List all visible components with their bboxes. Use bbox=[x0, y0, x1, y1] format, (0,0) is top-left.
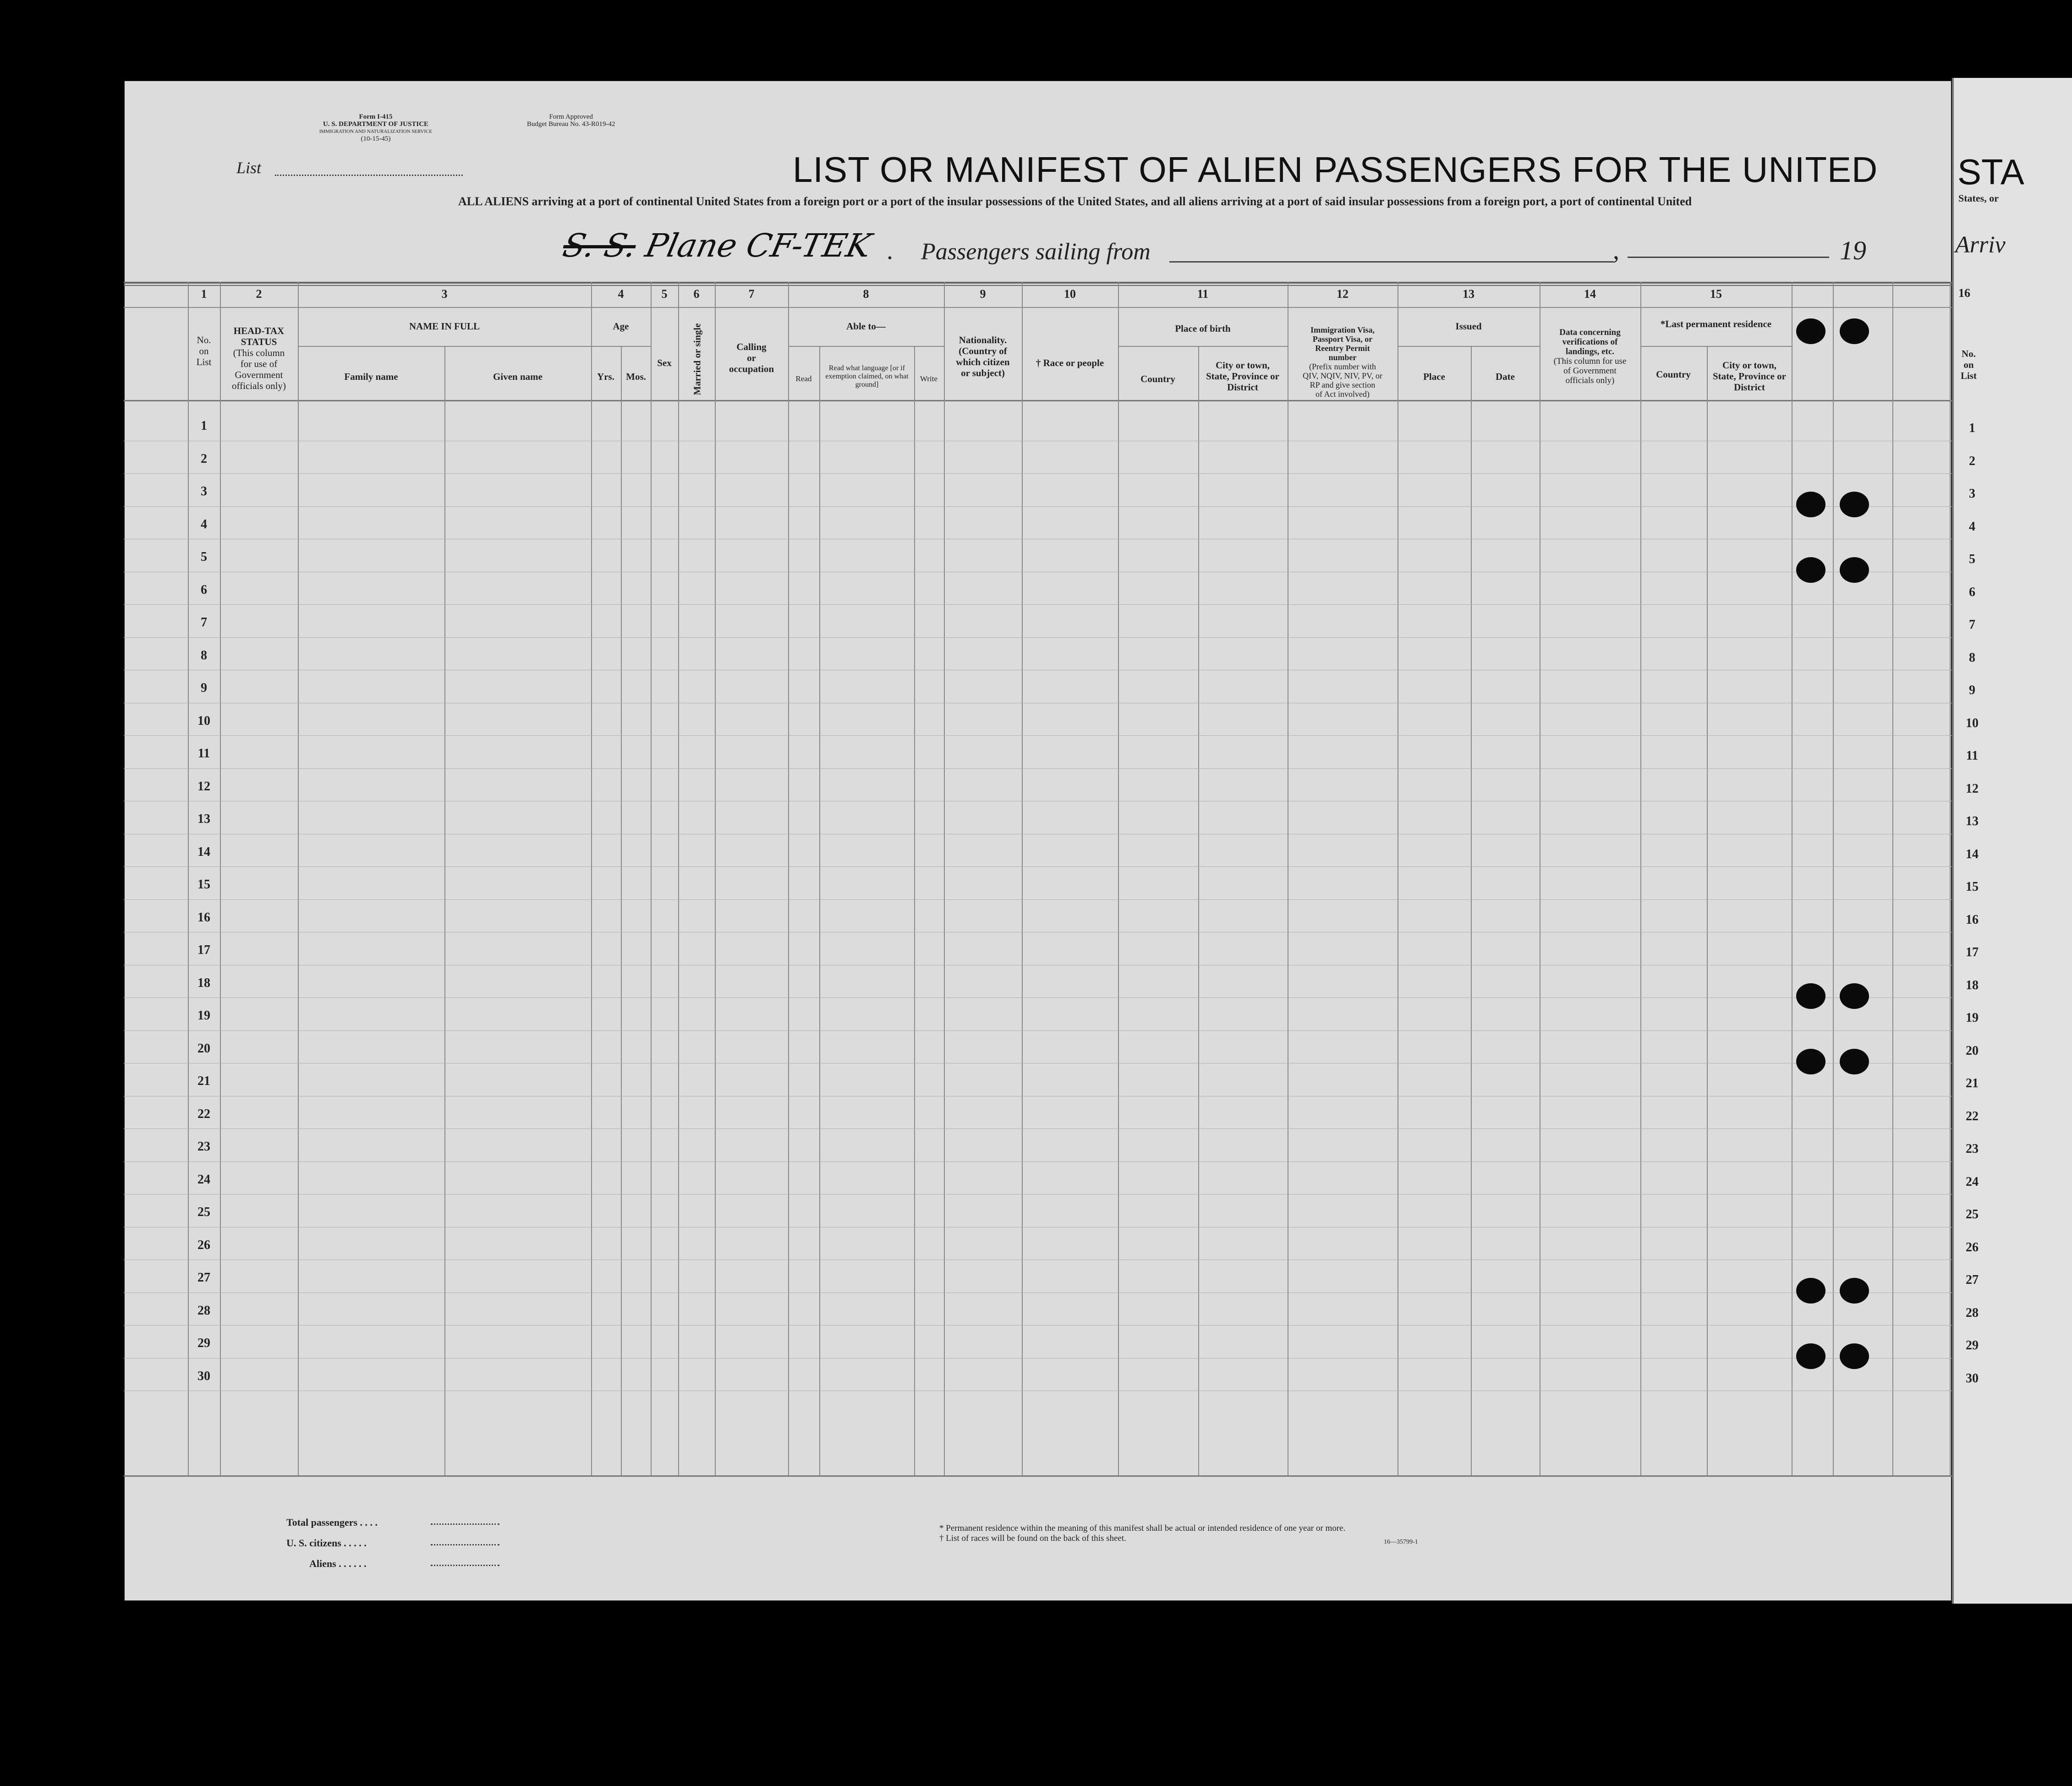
strip-row-number: 21 bbox=[1966, 1076, 1979, 1090]
row-divider bbox=[124, 768, 1952, 769]
strip-row-number: 17 bbox=[1966, 945, 1979, 959]
header-residence-city: City or town, State, Province or District bbox=[1713, 360, 1786, 393]
strip-row-number: 12 bbox=[1966, 781, 1979, 796]
strip-row-number: 5 bbox=[1969, 552, 1975, 566]
vline bbox=[298, 282, 299, 1475]
header-age: Age bbox=[613, 321, 629, 332]
vline bbox=[621, 346, 622, 1475]
punch-hole bbox=[1796, 1049, 1825, 1074]
header-line: on bbox=[199, 345, 209, 356]
col-number-13: 13 bbox=[1463, 287, 1475, 301]
row-divider bbox=[124, 1325, 1952, 1326]
col-number-6: 6 bbox=[693, 287, 700, 301]
header-married-or-single: Married or single bbox=[691, 323, 703, 395]
header-line: Passport Visa, or bbox=[1312, 334, 1373, 344]
header-line: Nationality. bbox=[959, 334, 1007, 345]
header-given-name: Given name bbox=[493, 371, 543, 382]
row-divider bbox=[124, 1358, 1952, 1359]
row-number: 17 bbox=[197, 943, 210, 957]
row-divider bbox=[124, 735, 1952, 736]
colnum-divider bbox=[124, 307, 1952, 308]
strip-row-number: 22 bbox=[1966, 1109, 1979, 1123]
header-line: (Country of bbox=[959, 345, 1007, 356]
vline bbox=[1892, 282, 1893, 1475]
vline bbox=[914, 346, 915, 1475]
row-number: 23 bbox=[197, 1140, 210, 1154]
strip-row-number: 16 bbox=[1966, 912, 1979, 927]
strip-row-number: 1 bbox=[1969, 421, 1975, 435]
row-number: 12 bbox=[197, 779, 210, 794]
strip-row-number: 20 bbox=[1966, 1043, 1979, 1058]
vline bbox=[1198, 346, 1199, 1475]
row-divider bbox=[124, 1161, 1952, 1162]
punch-hole bbox=[1796, 1343, 1825, 1369]
comma-mark: , bbox=[1613, 236, 1619, 265]
row-divider bbox=[124, 899, 1952, 900]
strip-row-number: 8 bbox=[1969, 650, 1975, 665]
row-number: 26 bbox=[197, 1238, 210, 1252]
manifest-table bbox=[124, 282, 1952, 1475]
vline bbox=[651, 282, 652, 1475]
approved-line: Form Approved bbox=[549, 113, 593, 121]
punch-hole bbox=[1840, 1343, 1869, 1369]
row-number: 13 bbox=[197, 812, 210, 826]
total-passengers-label: Total passengers . . . . bbox=[286, 1517, 378, 1528]
budget-bureau-number: Budget Bureau No. 43-R019-42 bbox=[527, 121, 615, 128]
vline bbox=[1118, 282, 1119, 1475]
header-nationality bbox=[956, 334, 1009, 378]
row-divider bbox=[124, 866, 1952, 867]
col-number-16: 16 bbox=[1958, 286, 1970, 300]
vline bbox=[444, 346, 445, 1475]
vline bbox=[188, 282, 189, 1475]
header-line: on bbox=[1963, 359, 1974, 370]
header-line: or bbox=[747, 352, 756, 363]
strip-row-number: 4 bbox=[1969, 519, 1975, 534]
table-bottom-border bbox=[124, 1475, 1952, 1477]
col-number-1: 1 bbox=[201, 287, 207, 301]
page-title: LIST OR MANIFEST OF ALIEN PASSENGERS FOR THE UNITED bbox=[793, 149, 1878, 190]
punch-hole bbox=[1796, 492, 1825, 517]
strip-row-number: 28 bbox=[1966, 1305, 1979, 1320]
col-number-2: 2 bbox=[256, 287, 262, 301]
strip-arrival-fragment: Arriv bbox=[1955, 232, 2006, 258]
strip-row-number: 29 bbox=[1966, 1338, 1979, 1353]
row-divider bbox=[124, 1030, 1952, 1031]
header-months: Mos. bbox=[626, 371, 646, 382]
punch-hole bbox=[1840, 1049, 1869, 1074]
strip-row-number: 13 bbox=[1966, 814, 1979, 828]
header-line: No. bbox=[197, 334, 211, 345]
issued-subheader-line bbox=[1398, 346, 1540, 347]
ss-label: S. S. bbox=[559, 227, 640, 264]
table-top-border bbox=[124, 282, 1952, 284]
department-name: U. S. DEPARTMENT OF JUSTICE bbox=[323, 121, 429, 128]
row-divider bbox=[124, 604, 1952, 605]
col-number-5: 5 bbox=[661, 287, 668, 301]
header-line: (Prefix number with bbox=[1309, 362, 1376, 371]
row-number: 11 bbox=[197, 746, 210, 761]
header-line: Immigration Visa, bbox=[1310, 325, 1375, 334]
total-passengers-field[interactable] bbox=[431, 1523, 499, 1525]
header-birth-country: Country bbox=[1140, 373, 1175, 384]
print-code: 16—35799-1 bbox=[1384, 1539, 1418, 1545]
header-issued-place: Place bbox=[1423, 371, 1445, 382]
vline bbox=[788, 282, 789, 1475]
row-number: 7 bbox=[201, 615, 207, 630]
header-line: officials only) bbox=[1565, 376, 1615, 385]
col-number-11: 11 bbox=[1197, 287, 1209, 301]
row-number: 2 bbox=[201, 451, 207, 466]
us-citizens-label: U. S. citizens . . . . . bbox=[286, 1537, 367, 1549]
header-line: of Government bbox=[1563, 366, 1617, 376]
strip-title-fragment: STA bbox=[1957, 152, 2024, 192]
service-name: IMMIGRATION AND NATURALIZATION SERVICE bbox=[319, 129, 433, 134]
header-issued: Issued bbox=[1455, 321, 1482, 332]
punch-hole bbox=[1840, 1278, 1869, 1304]
header-line: officials only) bbox=[231, 380, 286, 391]
footnote-residence: * Permanent residence within the meaning of this manifest shall be actual or intended residence of one year or more. bbox=[939, 1523, 1346, 1533]
punch-hole bbox=[1840, 557, 1869, 583]
vessel-field[interactable] bbox=[559, 227, 875, 264]
vline bbox=[1950, 282, 1951, 1475]
header-residence-country: Country bbox=[1656, 369, 1691, 380]
us-citizens-field[interactable] bbox=[431, 1544, 499, 1545]
header-verifications bbox=[1542, 328, 1638, 385]
strip-row-number: 3 bbox=[1969, 487, 1975, 501]
vline bbox=[678, 282, 679, 1475]
col-number-8: 8 bbox=[863, 287, 869, 301]
vline bbox=[944, 282, 945, 1475]
strip-row-number: 30 bbox=[1966, 1371, 1979, 1386]
vline bbox=[220, 282, 221, 1475]
able-subheader-line bbox=[788, 346, 944, 347]
header-line: HEAD-TAX bbox=[233, 325, 285, 336]
col-number-4: 4 bbox=[618, 287, 624, 301]
row-number: 10 bbox=[197, 713, 210, 728]
header-line: List bbox=[1961, 370, 1977, 381]
strip-row-number: 14 bbox=[1966, 847, 1979, 861]
row-number: 24 bbox=[197, 1172, 210, 1187]
row-number: 25 bbox=[197, 1205, 210, 1219]
row-number: 28 bbox=[197, 1303, 210, 1318]
page-subtitle: ALL ALIENS arriving at a port of continental United States from a foreign port or a port of the insular possessions of the United States, and all aliens arriving at a port of said insular possessions from a foreign port, a port of continental United bbox=[458, 195, 1692, 208]
header-line: QIV, NQIV, NIV, PV, or bbox=[1303, 371, 1382, 380]
header-line: No. bbox=[1962, 348, 1976, 359]
header-line: (This column bbox=[233, 347, 285, 358]
strip-row-number: 2 bbox=[1969, 454, 1975, 468]
header-no-on-list bbox=[197, 334, 212, 367]
strip-row-number: 26 bbox=[1966, 1240, 1979, 1255]
table-top-border-inner bbox=[124, 285, 1952, 286]
header-sex: Sex bbox=[657, 357, 672, 368]
header-head-tax bbox=[220, 325, 298, 391]
sailing-from-field[interactable] bbox=[1169, 261, 1614, 263]
header-line: Data concerning bbox=[1559, 328, 1621, 337]
residence-subheader-line bbox=[1640, 346, 1792, 347]
list-number-field[interactable] bbox=[275, 175, 463, 176]
vline bbox=[1022, 282, 1023, 1475]
header-line: (This column for use bbox=[1553, 356, 1627, 366]
header-line: List bbox=[196, 356, 212, 367]
punch-hole bbox=[1796, 557, 1825, 583]
punch-hole bbox=[1796, 318, 1825, 344]
row-number: 5 bbox=[201, 550, 207, 564]
header-write: Write bbox=[920, 374, 938, 383]
header-calling bbox=[729, 341, 774, 374]
row-number: 3 bbox=[201, 484, 207, 499]
header-line: of Act involved) bbox=[1316, 389, 1370, 399]
row-number: 4 bbox=[201, 517, 207, 531]
header-line: which citizen bbox=[956, 356, 1010, 367]
col-number-3: 3 bbox=[441, 287, 448, 301]
strip-row-number: 10 bbox=[1966, 716, 1979, 730]
list-label: List bbox=[236, 159, 262, 177]
row-number: 15 bbox=[197, 877, 210, 892]
strip-row-number: 7 bbox=[1969, 618, 1975, 632]
punch-hole bbox=[1796, 983, 1825, 1009]
sailing-from-label: Passengers sailing from bbox=[921, 239, 1151, 265]
vline bbox=[1833, 282, 1834, 1475]
row-number: 16 bbox=[197, 910, 210, 925]
row-number: 27 bbox=[197, 1271, 210, 1285]
punch-hole bbox=[1840, 318, 1869, 344]
vessel-handwritten-entry: Plane CF-TEK bbox=[642, 227, 875, 264]
punch-hole bbox=[1840, 983, 1869, 1009]
strip-row-number: 11 bbox=[1966, 749, 1979, 763]
strip-row-number: 27 bbox=[1966, 1273, 1979, 1287]
row-number: 29 bbox=[197, 1336, 210, 1350]
header-read-language: Read what language [or if exemption claimed, on what ground] bbox=[825, 364, 909, 389]
header-line: landings, etc. bbox=[1565, 347, 1615, 356]
header-last-residence: *Last permanent residence bbox=[1660, 318, 1772, 329]
birth-subheader-line bbox=[1118, 346, 1288, 347]
vline bbox=[1640, 282, 1641, 1475]
footnote-races: † List of races will be found on the back of this sheet. bbox=[939, 1534, 1126, 1543]
col-number-9: 9 bbox=[980, 287, 986, 301]
col-number-10: 10 bbox=[1064, 287, 1076, 301]
header-line: RP and give section bbox=[1310, 380, 1376, 389]
sailing-date-field[interactable] bbox=[1628, 257, 1829, 258]
header-years: Yrs. bbox=[597, 371, 614, 382]
strip-row-number: 25 bbox=[1966, 1207, 1979, 1222]
aliens-label: Aliens . . . . . . bbox=[309, 1558, 367, 1569]
vline bbox=[819, 346, 820, 1475]
header-line: for use of bbox=[240, 358, 278, 369]
punch-hole bbox=[1796, 1278, 1825, 1304]
aliens-field[interactable] bbox=[431, 1565, 499, 1566]
strip-subtitle-fragment: States, or bbox=[1958, 192, 1999, 204]
header-line: number bbox=[1328, 353, 1357, 362]
vline bbox=[1707, 346, 1708, 1475]
row-number: 6 bbox=[201, 582, 207, 597]
row-number: 22 bbox=[197, 1107, 210, 1121]
row-number: 14 bbox=[197, 844, 210, 859]
strip-row-number: 15 bbox=[1966, 880, 1979, 894]
header-line: or subject) bbox=[961, 367, 1005, 378]
header-immigration-visa bbox=[1292, 325, 1393, 399]
row-number: 19 bbox=[197, 1008, 210, 1023]
row-divider bbox=[124, 637, 1952, 638]
col-number-15: 15 bbox=[1710, 287, 1722, 301]
row-divider bbox=[124, 506, 1952, 507]
row-divider bbox=[124, 473, 1952, 474]
header-race: † Race or people bbox=[1036, 357, 1104, 368]
row-number: 20 bbox=[197, 1041, 210, 1056]
punch-hole bbox=[1840, 492, 1869, 517]
row-number: 18 bbox=[197, 975, 210, 990]
row-number: 9 bbox=[201, 681, 207, 695]
col-number-7: 7 bbox=[748, 287, 755, 301]
col-number-12: 12 bbox=[1337, 287, 1348, 301]
header-line: occupation bbox=[729, 363, 774, 374]
header-family-name: Family name bbox=[344, 371, 398, 382]
strip-row-number: 19 bbox=[1966, 1011, 1979, 1025]
period-mark: . bbox=[887, 236, 893, 265]
header-place-of-birth: Place of birth bbox=[1175, 323, 1231, 334]
strip-row-number: 18 bbox=[1966, 978, 1979, 992]
vline bbox=[1471, 346, 1472, 1475]
year-prefix: 19 bbox=[1840, 236, 1866, 265]
strip-row-number: 23 bbox=[1966, 1142, 1979, 1156]
header-line: Calling bbox=[736, 341, 767, 352]
row-number: 1 bbox=[201, 419, 207, 433]
form-id-block bbox=[238, 113, 513, 142]
form-date-code: (10-15-45) bbox=[361, 135, 391, 142]
header-line: STATUS bbox=[241, 336, 277, 347]
row-divider bbox=[124, 997, 1952, 998]
strip-row-number: 9 bbox=[1969, 683, 1975, 697]
vline bbox=[715, 282, 716, 1475]
form-approval bbox=[527, 113, 615, 128]
manifest-sheet bbox=[124, 80, 2024, 1601]
header-birth-city: City or town, State, Province or District bbox=[1206, 360, 1279, 393]
strip-row-number: 24 bbox=[1966, 1174, 1979, 1189]
row-number: 21 bbox=[197, 1074, 210, 1088]
right-page-strip bbox=[1952, 78, 2072, 1604]
header-line: Government bbox=[235, 369, 283, 380]
header-line: Reentry Permit bbox=[1315, 344, 1370, 353]
header-issued-date: Date bbox=[1496, 371, 1515, 382]
row-number: 8 bbox=[201, 648, 207, 663]
header-able-to: Able to— bbox=[846, 321, 886, 332]
row-number: 30 bbox=[197, 1369, 210, 1383]
header-read: Read bbox=[795, 374, 812, 383]
strip-row-number: 6 bbox=[1969, 585, 1975, 599]
header-line: verifications of bbox=[1562, 337, 1618, 347]
header-name-in-full: NAME IN FULL bbox=[409, 321, 480, 332]
form-number: Form I-415 bbox=[359, 113, 393, 121]
vline bbox=[591, 282, 592, 1475]
col-number-14: 14 bbox=[1584, 287, 1596, 301]
header-bottom-border bbox=[124, 400, 1952, 401]
strip-no-on-list-header bbox=[1961, 348, 1977, 381]
